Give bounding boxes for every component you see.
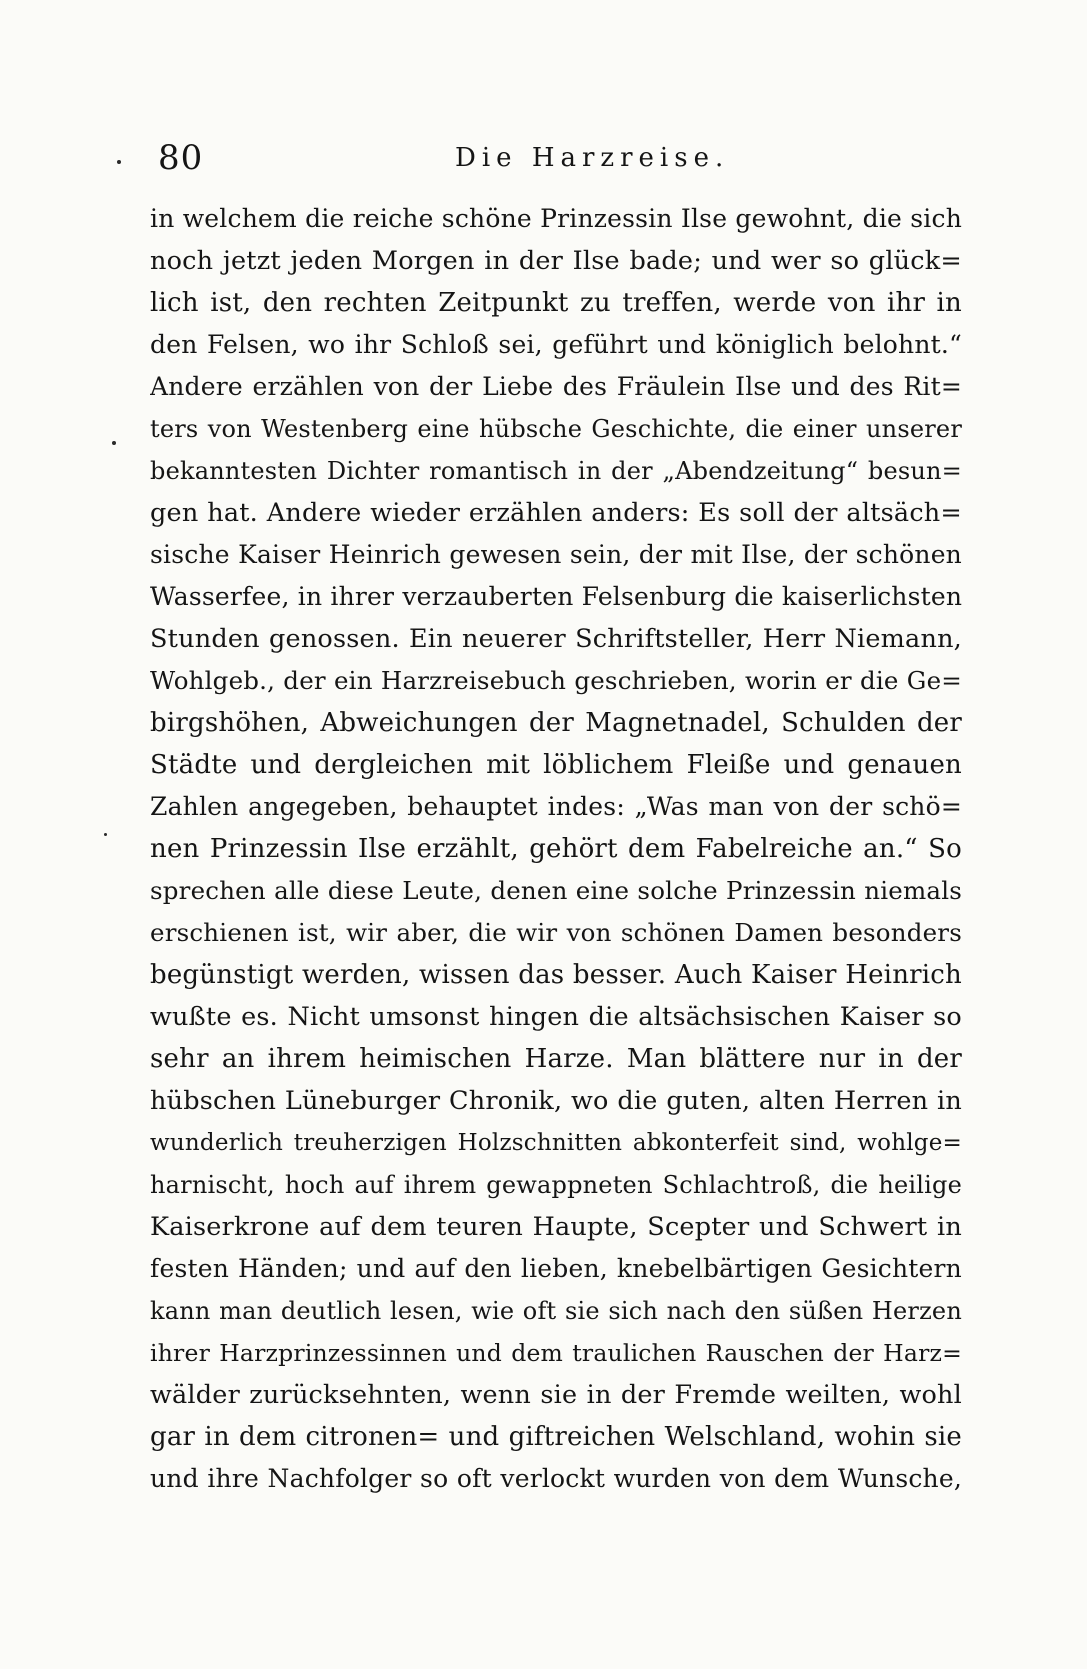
text-line: Kaiserkrone auf dem teuren Haupte, Scepter und Schwert in	[150, 1212, 962, 1242]
text-line: sische Kaiser Heinrich gewesen sein, der mit Ilse, der schönen	[150, 540, 962, 569]
text-line: wälder zurücksehnten, wenn sie in der Fremde weilten, wohl	[150, 1380, 962, 1410]
text-line: wunderlich treuherzigen Holzschnitten abkonterfeit sind, wohlge=	[150, 1130, 962, 1156]
running-title: Die Harzreise.	[455, 143, 730, 173]
page-header	[150, 138, 950, 178]
text-line: gar in dem citronen= und giftreichen Welschland, wohin sie	[150, 1422, 962, 1452]
text-line: Stunden genossen. Ein neuerer Schriftsteller, Herr Niemann,	[150, 624, 962, 654]
text-line: und ihre Nachfolger so oft verlockt wurden von dem Wunsche,	[150, 1464, 962, 1493]
text-line: festen Händen; und auf den lieben, knebelbärtigen Gesichtern	[150, 1254, 962, 1283]
page-number: 80	[158, 138, 204, 178]
text-line: begünstigt werden, wissen das besser. Auch Kaiser Heinrich	[150, 960, 962, 990]
text-line: gen hat. Andere wieder erzählen anders: Es soll der altsäch=	[150, 498, 962, 528]
text-line: noch jetzt jeden Morgen in der Ilse bade; und wer so glück=	[150, 246, 962, 276]
text-line: sehr an ihrem heimischen Harze. Man blättere nur in der	[150, 1044, 962, 1074]
text-line: wußte es. Nicht umsonst hingen die altsächsischen Kaiser so	[150, 1002, 962, 1032]
text-line: erschienen ist, wir aber, die wir von schönen Damen besonders	[150, 918, 962, 947]
text-line: bekanntesten Dichter romantisch in der „Abendzeitung“ besun=	[150, 457, 962, 485]
text-line: Wasserfee, in ihrer verzauberten Felsenburg die kaiserlichsten	[150, 582, 962, 611]
text-line: nen Prinzessin Ilse erzählt, gehört dem Fabelreiche an.“ So	[150, 834, 962, 864]
text-line: Andere erzählen von der Liebe des Fräulein Ilse und des Rit=	[150, 372, 962, 401]
text-line: kann man deutlich lesen, wie oft sie sich nach den süßen Herzen	[150, 1297, 962, 1325]
text-line: hübschen Lüneburger Chronik, wo die guten, alten Herren in	[150, 1086, 962, 1116]
scan-speck	[112, 441, 116, 445]
text-line: Wohlgeb., der ein Harzreisebuch geschrieben, worin er die Ge=	[150, 666, 962, 695]
text-line: Städte und dergleichen mit löblichem Fleiße und genauen	[150, 750, 962, 780]
text-line: ters von Westenberg eine hübsche Geschichte, die einer unserer	[150, 415, 962, 443]
text-line: harnischt, hoch auf ihrem gewappneten Schlachtroß, die heilige	[150, 1171, 962, 1199]
text-line: ihrer Harzprinzessinnen und dem traulichen Rauschen der Harz=	[150, 1339, 962, 1367]
text-line: in welchem die reiche schöne Prinzessin Ilse gewohnt, die sich	[150, 204, 962, 233]
scan-speck	[117, 160, 121, 164]
text-line: lich ist, den rechten Zeitpunkt zu treffen, werde von ihr in	[150, 288, 962, 318]
text-line: birgshöhen, Abweichungen der Magnetnadel, Schulden der	[150, 708, 962, 738]
text-line: Zahlen angegeben, behauptet indes: „Was man von der schö=	[150, 792, 962, 821]
scan-speck	[104, 833, 107, 836]
body-text	[150, 198, 962, 1500]
text-line: den Felsen, wo ihr Schloß sei, geführt und königlich belohnt.“	[150, 330, 962, 359]
text-line: sprechen alle diese Leute, denen eine solche Prinzessin niemals	[150, 876, 962, 905]
